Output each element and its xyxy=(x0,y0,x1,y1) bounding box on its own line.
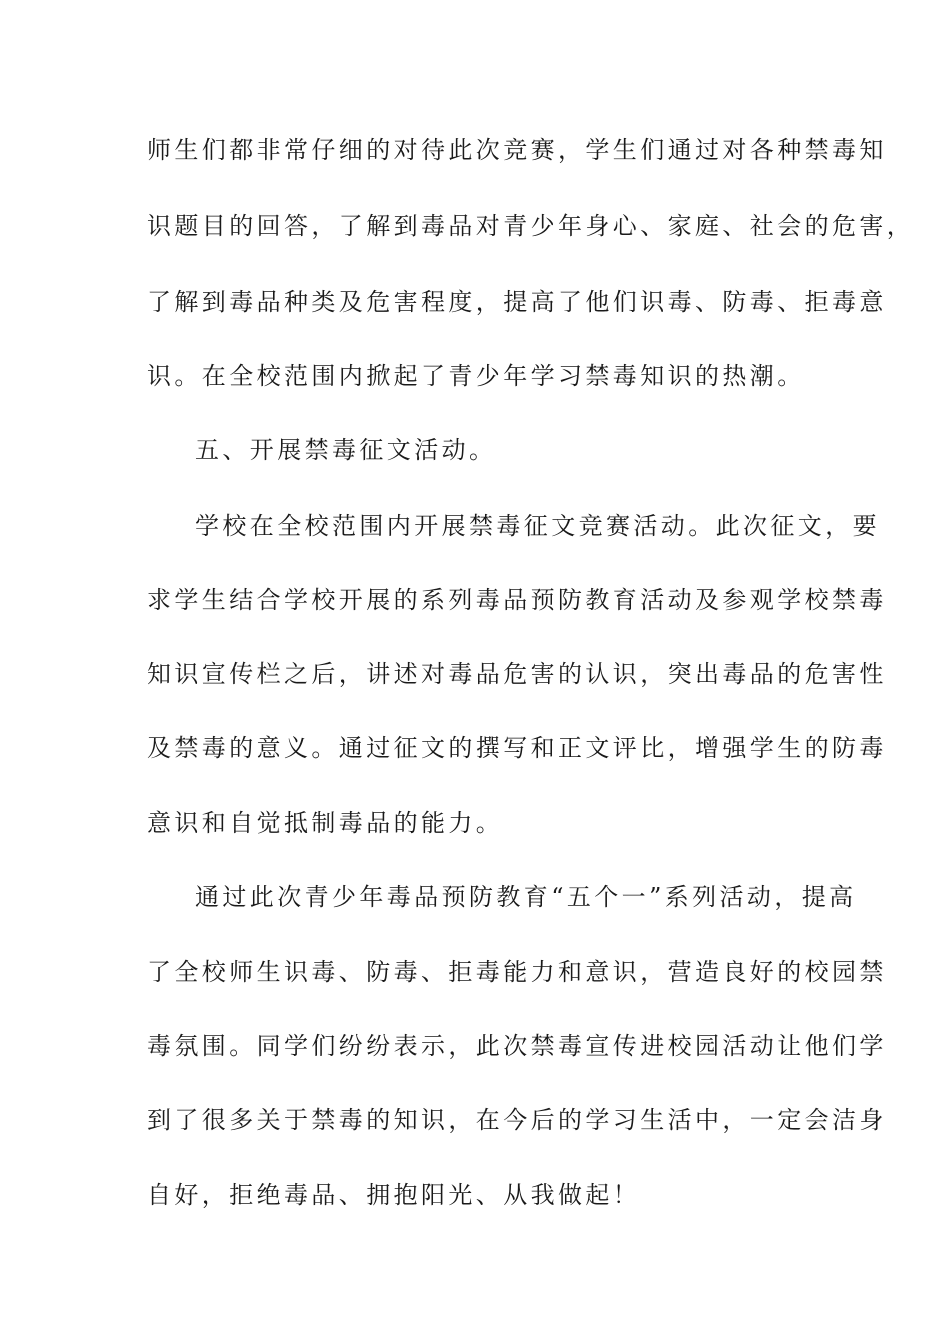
text-line: 了全校师生识毒、防毒、拒毒能力和意识，营造良好的校园禁 xyxy=(147,958,887,986)
text-line: 知识宣传栏之后，讲述对毒品危害的认识，突出毒品的危害性 xyxy=(147,660,887,688)
text-line: 识题目的回答，了解到毒品对青少年身心、家庭、社会的危害， xyxy=(147,212,915,240)
section-heading: 五、开展禁毒征文活动。 xyxy=(195,436,497,464)
text-line: 识。在全校范围内掀起了青少年学习禁毒知识的热潮。 xyxy=(147,362,805,390)
text-line: 到了很多关于禁毒的知识，在今后的学习生活中，一定会洁身 xyxy=(147,1106,887,1134)
text-line: 及禁毒的意义。通过征文的撰写和正文评比，增强学生的防毒 xyxy=(147,734,887,762)
text-line: 求学生结合学校开展的系列毒品预防教育活动及参观学校禁毒 xyxy=(147,586,887,614)
text-line: 自好，拒绝毒品、拥抱阳光、从我做起！ xyxy=(147,1181,641,1209)
text-line: 学校在全校范围内开展禁毒征文竞赛活动。此次征文，要 xyxy=(195,512,880,540)
text-line: 意识和自觉抵制毒品的能力。 xyxy=(147,809,504,837)
text-line: 师生们都非常仔细的对待此次竞赛，学生们通过对各种禁毒知 xyxy=(147,136,887,164)
text-line: 了解到毒品种类及危害程度，提高了他们识毒、防毒、拒毒意 xyxy=(147,288,887,316)
text-line: 毒氛围。同学们纷纷表示，此次禁毒宣传进校园活动让他们学 xyxy=(147,1032,887,1060)
text-line: 通过此次青少年毒品预防教育“五个一”系列活动，提高 xyxy=(195,883,857,911)
